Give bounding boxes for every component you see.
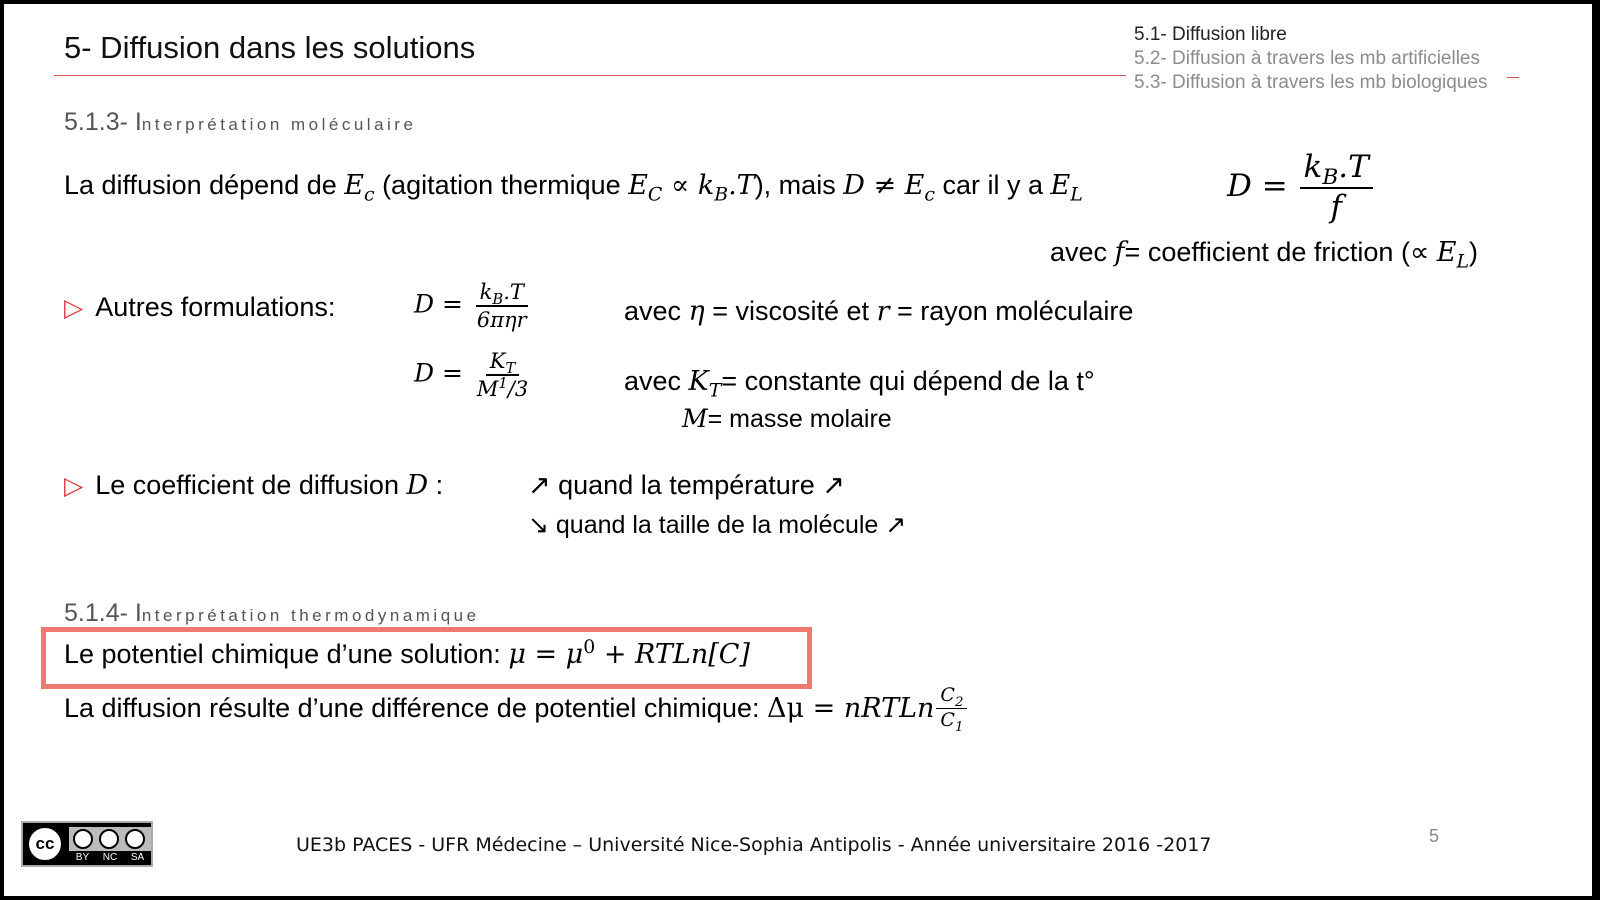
slide — [4, 4, 1592, 896]
nav-marker — [1507, 77, 1519, 78]
nav-item-active[interactable]: 5.1- Diffusion libre — [1134, 24, 1287, 45]
section-number: 5.1.4- — [64, 599, 135, 627]
bullet-label: Autres formulations: — [95, 292, 336, 322]
formula-d-molar: D = $\frac{K_T}{M^1/3}$ — [414, 349, 534, 401]
fraction: $\frac{k_B.T}{f}$ — [1300, 150, 1373, 225]
constant-definition: avec $K_T=$ constante qui dépend de la t° — [624, 366, 1095, 402]
autres-formulations — [64, 292, 335, 323]
friction-definition: avec f= coefficient de friction (∝ $E_L$) — [1050, 237, 1478, 273]
text: car il y a — [934, 170, 1051, 200]
fraction: $\frac{k_B.T}{\text{6πηr}}$ — [476, 280, 527, 333]
diffusion-result: La diffusion résulte d’une différence de potentiel chimique: Δμ = nRTLn $\frac{C_2}{C_1}$ — [64, 685, 969, 732]
sa-icon — [125, 829, 145, 849]
nav-item-2[interactable]: 5.2- Diffusion à travers les mb artificielles — [1134, 48, 1480, 69]
nc-icon — [99, 829, 119, 849]
fraction: $\frac{K_T}{M^1/3}$ — [476, 349, 529, 402]
section-nav — [1134, 23, 1487, 95]
section-heading-text: nterprétation thermodynamique — [141, 606, 480, 625]
section-number: 5.1.3- — [64, 108, 135, 136]
slide-title: 5- Diffusion dans les solutions — [64, 30, 476, 65]
fraction: $\frac{C_2}{C_1}$ — [936, 685, 967, 732]
triangle-bullet-icon: ▷ — [64, 471, 84, 500]
formula-d-stokes: D = $\frac{k_B.T}{\text{6πηr}}$ — [414, 280, 533, 332]
diffusion-statement — [64, 170, 1083, 206]
page-number: 5 — [1429, 826, 1440, 846]
section-initial: I — [134, 599, 142, 627]
footer-text: UE3b PACES - UFR Médecine – Université Nice-Sophia Antipolis - Année universitaire 2016 -2017 — [296, 834, 1212, 856]
math-proportional: $E_C \propto k_B.T$ — [628, 170, 755, 206]
coefficient-bullet: ▷ Le coefficient de diffusion D : — [64, 470, 444, 501]
nav-item-3[interactable]: 5.3- Diffusion à travers les mb biologiques — [1134, 72, 1488, 93]
section-heading-514 — [64, 599, 480, 628]
section-heading-513 — [64, 108, 416, 137]
license-labels: BY NC SA — [75, 852, 145, 863]
section-initial: I — [134, 108, 142, 136]
title-underline — [54, 75, 1126, 76]
text: ), mais — [754, 170, 844, 200]
math-ec: $E_c$ — [344, 170, 375, 206]
cc-icon: cc — [27, 826, 63, 862]
molar-mass-definition: M= masse molaire — [682, 404, 892, 433]
math-d-neq-ec: $D \ne E_c$ — [843, 170, 935, 206]
chemical-potential: Le potentiel chimique d’une solution: $\mu = \mu^0$ + RTLn[C] — [64, 636, 750, 670]
formula-d-main: D = $\frac{k_B.T}{f}$ — [1227, 150, 1375, 225]
cc-license-badge[interactable] — [21, 821, 153, 867]
section-heading-text: nterprétation moléculaire — [141, 115, 417, 134]
viscosity-definition: avec η = viscosité et r = rayon moléculaire — [624, 296, 1134, 327]
triangle-bullet-icon: ▷ — [64, 293, 84, 322]
by-icon — [73, 829, 93, 849]
text: La diffusion dépend de — [64, 170, 345, 200]
size-effect: ↘ quand la taille de la molécule ↗ — [528, 511, 907, 539]
text: (agitation thermique — [374, 170, 629, 200]
math-el: $E_L$ — [1050, 170, 1083, 206]
temperature-effect: ↗ quand la température ↗ — [528, 470, 845, 500]
